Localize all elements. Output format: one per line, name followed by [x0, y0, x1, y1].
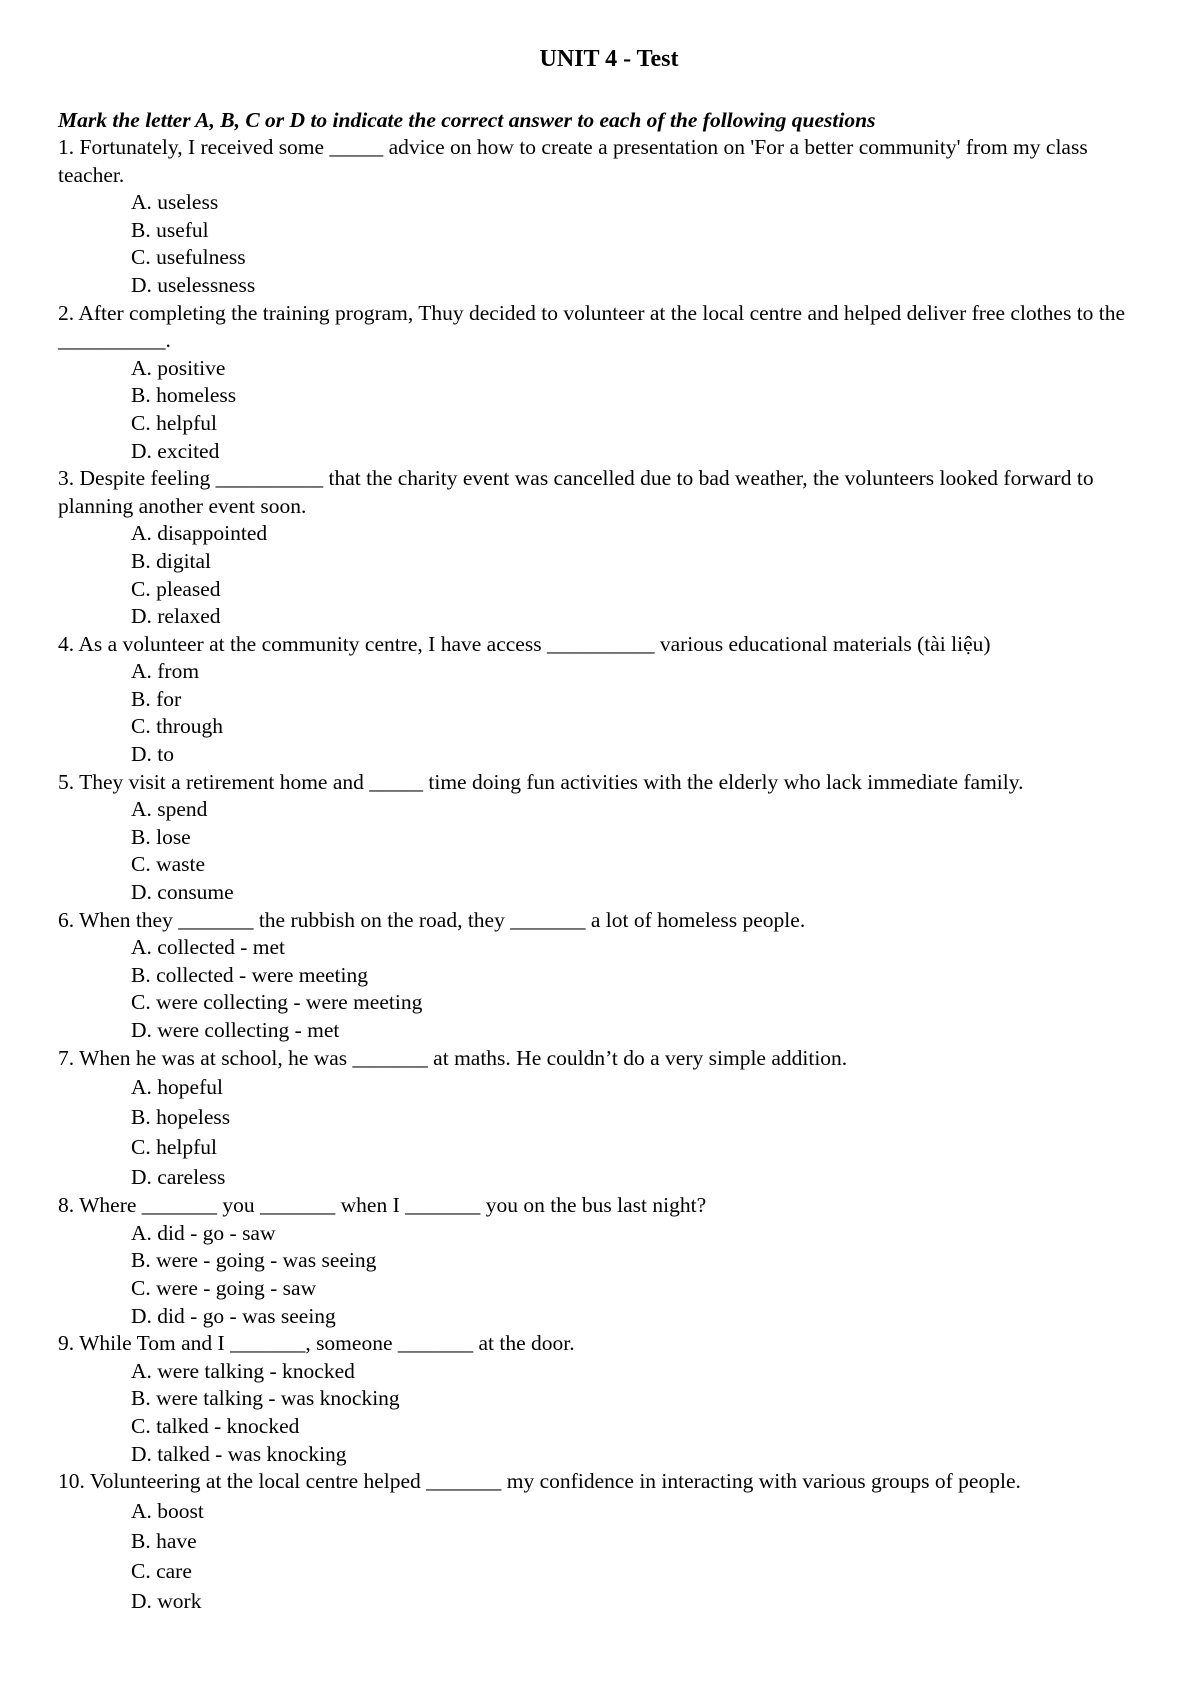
- option-a: A. boost: [131, 1498, 204, 1523]
- option-c: C. were collecting - were meeting: [131, 990, 423, 1015]
- question-2: [58, 300, 1140, 466]
- option-c: C. usefulness: [131, 245, 246, 270]
- question-text: 6. When they _______ the rubbish on the road, they _______ a lot of homeless people.: [58, 907, 806, 932]
- page-title: UNIT 4 - Test: [539, 46, 679, 72]
- option-a: A. disappointed: [131, 521, 268, 546]
- question-list: [58, 134, 1140, 1616]
- option-c: C. helpful: [131, 410, 217, 435]
- answer-options: [58, 520, 1140, 630]
- question-text: 1. Fortunately, I received some _____ advice on how to create a presentation on 'For a better community' from my class teacher.: [58, 135, 1088, 187]
- answer-options: [58, 1358, 1140, 1468]
- option-c: C. talked - knocked: [131, 1413, 300, 1438]
- option-a: A. collected - met: [131, 935, 286, 960]
- question-1: [58, 134, 1140, 300]
- option-d: D. relaxed: [131, 604, 221, 629]
- option-b: B. for: [131, 686, 182, 711]
- option-b: B. collected - were meeting: [131, 962, 368, 987]
- option-c: C. were - going - saw: [131, 1275, 317, 1300]
- option-b: B. have: [131, 1528, 197, 1553]
- option-d: D. work: [131, 1588, 202, 1613]
- option-b: B. useful: [131, 217, 209, 242]
- question-text: 8. Where _______ you _______ when I _______ you on the bus last night?: [58, 1193, 707, 1218]
- instruction: Mark the letter A, B, C or D to indicate the correct answer to each of the following questions: [58, 108, 876, 132]
- question-text: 9. While Tom and I _______, someone _______ at the door.: [58, 1331, 575, 1356]
- option-c: C. care: [131, 1558, 192, 1583]
- option-b: B. were talking - was knocking: [131, 1386, 400, 1411]
- question-text: 3. Despite feeling __________ that the charity event was cancelled due to bad weather, the volunteers looked forward to planning another event soon.: [58, 466, 1094, 518]
- question-4: [58, 631, 1140, 769]
- option-d: D. uselessness: [131, 272, 256, 297]
- answer-options: [58, 1072, 1140, 1192]
- option-b: B. homeless: [131, 383, 237, 408]
- option-d: D. were collecting - met: [131, 1018, 340, 1042]
- question-3: [58, 465, 1140, 631]
- option-d: D. did - go - was seeing: [131, 1303, 336, 1328]
- option-c: C. pleased: [131, 576, 221, 601]
- question-6: [58, 907, 1140, 1045]
- question-text: 10. Volunteering at the local centre helped _______ my confidence in interacting with various groups of people.: [58, 1469, 1021, 1494]
- answer-options: [58, 355, 1140, 465]
- answer-options: [58, 658, 1140, 768]
- option-d: D. to: [131, 742, 174, 767]
- option-c: C. through: [131, 714, 223, 739]
- option-b: B. lose: [131, 824, 191, 849]
- option-d: D. consume: [131, 880, 234, 905]
- option-a: A. positive: [131, 355, 226, 380]
- question-text: 2. After completing the training program, Thuy decided to volunteer at the local centre and helped deliver free clothes to the __________.: [58, 300, 1126, 353]
- question-text: 4. As a volunteer at the community centre, I have access __________ various educational materials (tài liệu): [58, 631, 991, 656]
- option-a: A. useless: [131, 190, 219, 215]
- option-a: A. were talking - knocked: [131, 1358, 355, 1383]
- question-5: [58, 769, 1140, 907]
- question-8: [58, 1192, 1140, 1330]
- option-d: D. excited: [131, 438, 220, 463]
- option-b: B. digital: [131, 548, 212, 573]
- question-10: [58, 1468, 1140, 1616]
- answer-options: [58, 1220, 1140, 1330]
- option-b: B. were - going - was seeing: [131, 1248, 377, 1273]
- option-b: B. hopeless: [131, 1105, 231, 1130]
- option-c: C. waste: [131, 852, 206, 877]
- option-d: D. careless: [131, 1165, 226, 1190]
- answer-options: [58, 796, 1140, 906]
- question-9: [58, 1330, 1140, 1468]
- option-a: A. hopeful: [131, 1075, 223, 1100]
- question-text: 5. They visit a retirement home and _____ time doing fun activities with the elderly who lack immediate family.: [58, 769, 1024, 794]
- option-c: C. helpful: [131, 1135, 217, 1160]
- option-a: A. spend: [131, 797, 208, 822]
- option-a: A. did - go - saw: [131, 1220, 276, 1245]
- question-text: 7. When he was at school, he was _______ at maths. He couldn’t do a very simple addition.: [58, 1045, 848, 1070]
- answer-options: [58, 1496, 1140, 1616]
- question-7: [58, 1045, 1140, 1193]
- option-a: A. from: [131, 659, 200, 684]
- option-d: D. talked - was knocking: [131, 1441, 347, 1466]
- answer-options: [58, 189, 1140, 299]
- answer-options: [58, 934, 1140, 1044]
